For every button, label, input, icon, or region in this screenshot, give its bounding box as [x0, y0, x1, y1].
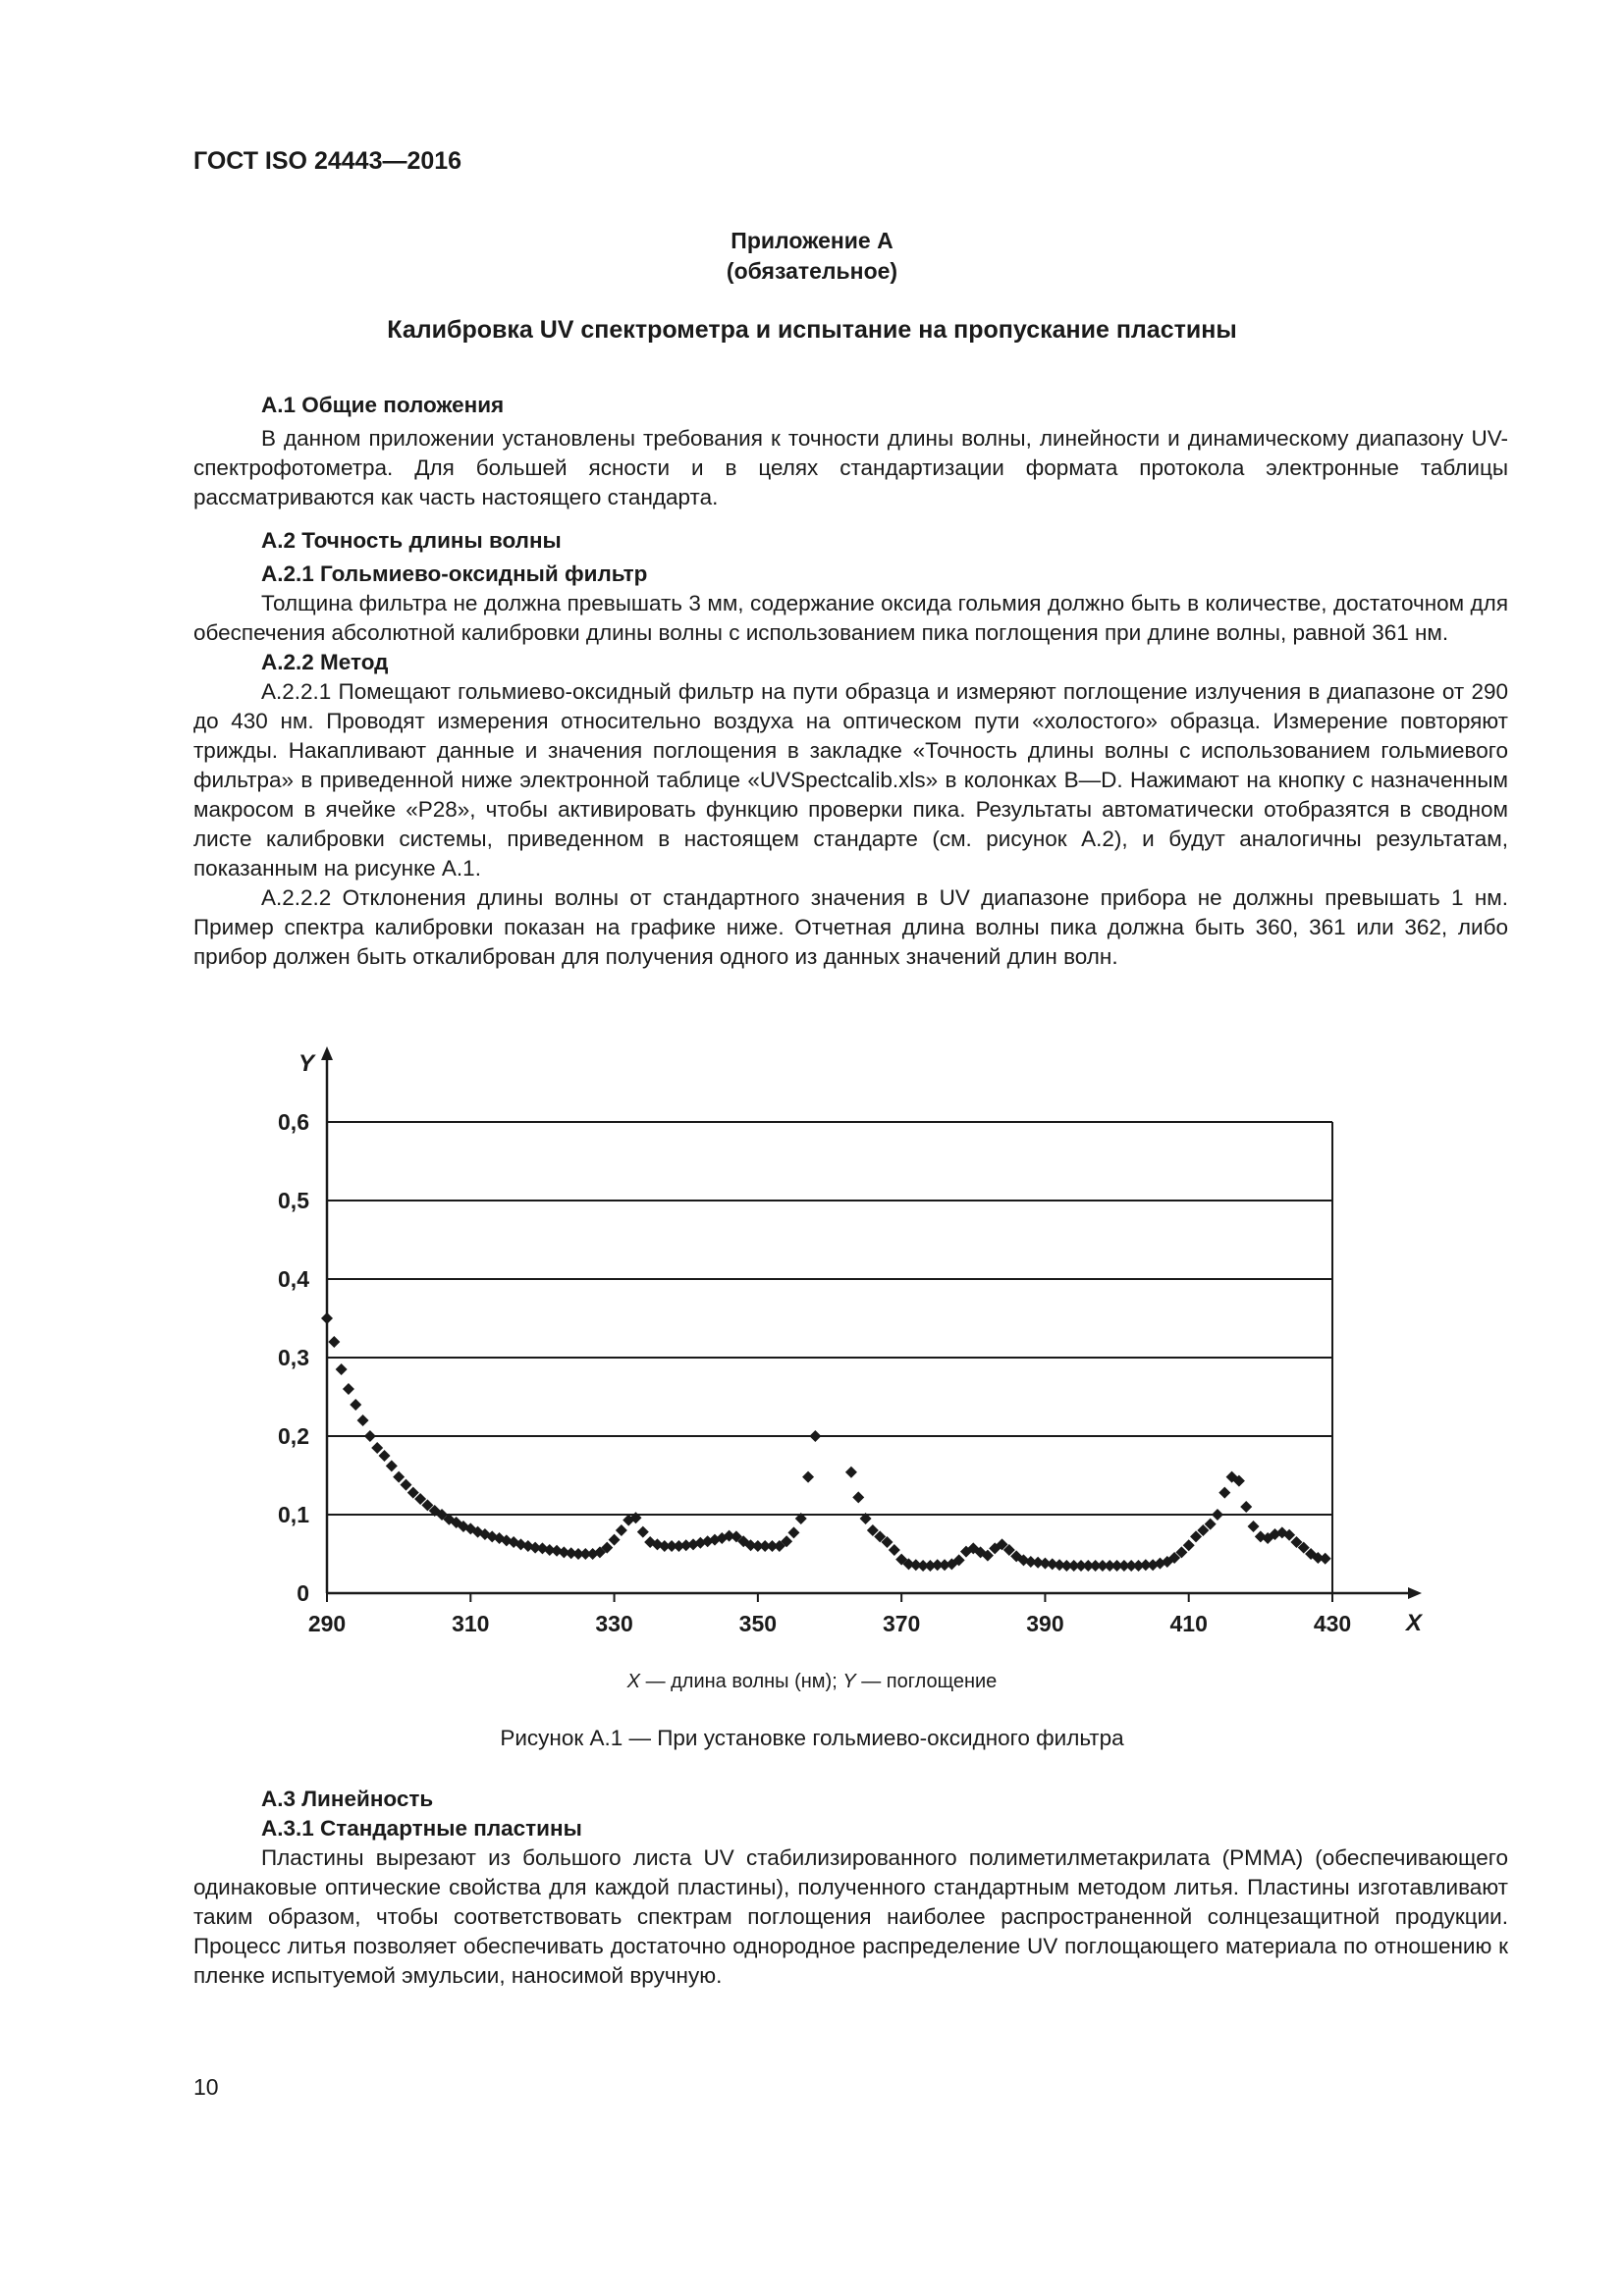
y-tick-label: 0	[297, 1580, 309, 1606]
data-point	[852, 1491, 864, 1503]
figure-legend	[626, 1671, 998, 1692]
chart-points	[321, 1312, 1331, 1572]
data-point	[393, 1471, 405, 1483]
y-tick-label: 0,4	[278, 1266, 309, 1292]
data-point	[379, 1450, 391, 1462]
page-number: 10	[193, 2074, 219, 2100]
y-tick-label: 0,2	[278, 1423, 309, 1449]
data-point	[400, 1479, 411, 1491]
data-point	[802, 1471, 814, 1483]
data-point	[1183, 1539, 1195, 1551]
section-a3-heading: А.3 Линейность	[261, 1787, 434, 1811]
section-a221-text: А.2.2.1 Помещают гольмиево-оксидный фильтр на пути образца и измеряют поглощение излучения в диапазоне от 290 до 430 нм. Проводят измерения относительно воздуха на оптическом пути «холостого» образца. Измерение повторяют трижды. Накапливают данные и значения поглощения в закладке «Точность длины волны с использованием гольмиевого фильтра» в приведенной ниже электронной таблице «UVSpectcalib.xls» в колонках B—D. Нажимают на кнопку с назначенным макросом в ячейке «P28», чтобы активировать функцию проверки пика. Результаты автоматически отобразятся в сводном листе калибровки системы, приведенном в настоящем стандарте (см. рисунок А.2), и будут аналогичны результатам, показанным на рисунке А.1.	[193, 679, 1508, 881]
x-tick-label: 310	[452, 1611, 490, 1636]
section-a2-heading: А.2 Точность длины волны	[261, 528, 562, 553]
section-a21-text: Толщина фильтра не должна превышать 3 мм, содержание оксида гольмия должно быть в количестве, достаточном для обеспечения абсолютной калибровки длины волны с использованием пика поглощения при длине волны, равной 361 нм.	[193, 591, 1508, 645]
legend-y-text: — поглощение	[855, 1671, 998, 1692]
data-point	[386, 1460, 398, 1471]
data-point	[809, 1430, 821, 1442]
section-a21-heading: А.2.1 Гольмиево-оксидный фильтр	[261, 561, 648, 586]
x-tick-label: 370	[882, 1611, 921, 1636]
x-tick-label: 390	[1026, 1611, 1064, 1636]
annex-name: Приложение А	[731, 228, 893, 253]
y-tick-label: 0,5	[278, 1188, 309, 1213]
legend-x-symbol: X	[626, 1671, 641, 1692]
section-a22-heading: А.2.2 Метод	[261, 650, 389, 674]
section-a1-heading: А.1 Общие положения	[261, 393, 505, 417]
annex-title: Калибровка UV спектрометра и испытание на пропускание пластины	[387, 316, 1237, 344]
data-point	[616, 1524, 627, 1536]
section-a31-heading: А.3.1 Стандартные пластины	[261, 1816, 582, 1841]
data-point	[336, 1363, 348, 1375]
data-point	[637, 1526, 649, 1538]
data-point	[350, 1399, 361, 1411]
y-axis-label: Y	[298, 1050, 315, 1077]
data-point	[889, 1544, 900, 1556]
y-tick-label: 0,6	[278, 1109, 309, 1135]
data-point	[357, 1415, 369, 1426]
x-tick-label: 330	[595, 1611, 633, 1636]
y-axis-arrow	[321, 1046, 333, 1060]
data-point	[1248, 1521, 1260, 1532]
data-point	[321, 1312, 333, 1324]
x-tick-label: 290	[307, 1611, 347, 1636]
data-point	[609, 1534, 621, 1546]
document-header: ГОСТ ISO 24443—2016	[193, 147, 462, 175]
y-tick-label: 0,3	[278, 1345, 309, 1370]
data-point	[1320, 1553, 1331, 1565]
x-tick-label: 410	[1169, 1611, 1208, 1636]
x-axis-label: X	[1406, 1610, 1423, 1636]
data-point	[1212, 1509, 1223, 1521]
legend-y-symbol: Y	[842, 1671, 856, 1692]
y-tick-label: 0,1	[278, 1502, 309, 1527]
legend-x-text: — длина волны (нм);	[640, 1671, 843, 1692]
data-point	[371, 1442, 383, 1454]
data-point	[845, 1467, 857, 1478]
chart-axes	[321, 1046, 1422, 1602]
figure-caption: Рисунок А.1 — При установке гольмиево-оксидного фильтра	[500, 1726, 1124, 1750]
x-tick-label: 350	[738, 1611, 778, 1636]
data-point	[787, 1526, 799, 1538]
annex-status: (обязательное)	[726, 258, 898, 284]
x-axis-arrow	[1408, 1587, 1422, 1599]
data-point	[364, 1430, 376, 1442]
body-text-bottom	[193, 1785, 1508, 1991]
section-a1-text: В данном приложении установлены требования к точности длины волны, линейности и динамическому диапазону UV-спектрофотометра. Для большей ясности и в целях стандартизации формата протокола электронные таблицы рассматриваются как часть настоящего стандарта.	[193, 426, 1508, 509]
data-point	[1240, 1501, 1252, 1513]
data-point	[328, 1336, 340, 1348]
chart-tick-labels	[278, 1109, 1351, 1636]
data-point	[1218, 1487, 1230, 1499]
section-a222-text: А.2.2.2 Отклонения длины волны от стандартного значения в UV диапазоне прибора не должны превышать 1 нм. Пример спектра калибровки показан на графике ниже. Отчетная длина волны пика должна быть 360, 361 или 362, либо прибор должен быть откалиброван для получения одного из данных значений длин волн.	[193, 885, 1508, 969]
chart-grid	[327, 1122, 1332, 1593]
data-point	[343, 1383, 354, 1395]
x-tick-label: 430	[1313, 1611, 1352, 1636]
section-a31-text: Пластины вырезают из большого листа UV стабилизированного полиметилметакрилата (PMMA) (обеспечивающего одинаковые оптические свойства для каждой пластины), полученного стандартным методом литья. Пластины изготавливают таким образом, чтобы соответствовать спектрам поглощения наиболее распространенной солнцезащитной продукции. Процесс литья позволяет обеспечивать достаточно однородное распределение UV поглощающего материала по отношению к пленке испытуемой эмульсии, наносимой вручную.	[193, 1845, 1508, 1988]
